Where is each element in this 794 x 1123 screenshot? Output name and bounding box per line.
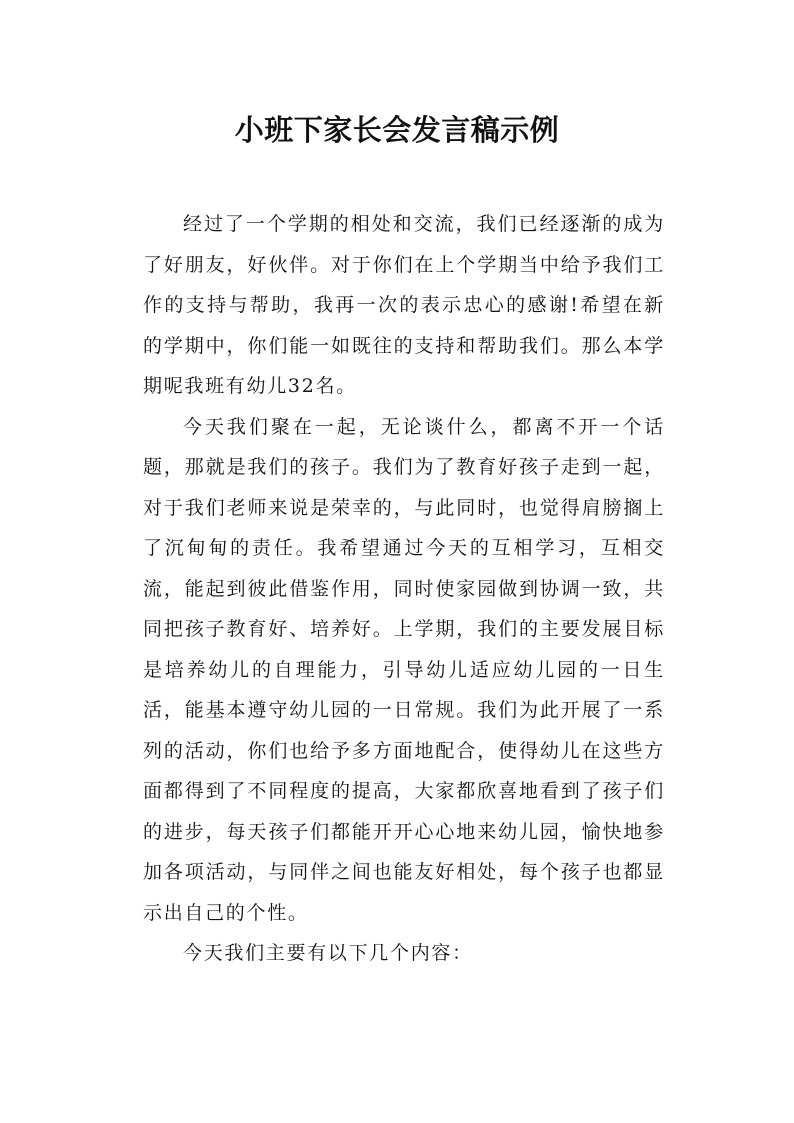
document-title: 小班下家长会发言稿示例 <box>234 113 560 147</box>
paragraph-3: 今天我们主要有以下几个内容： <box>183 942 473 964</box>
document-body <box>143 204 665 974</box>
paragraph-1: 经过了一个学期的相处和交流，我们已经逐渐的成为了好朋友，好伙伴。对于你们在上个学期当中给予我们工作的支持与帮助，我再一次的表示忠心的感谢!希望在新的学期中，你们能一如既往的支持和帮助我们。那么本学期呢我班有幼儿32名。 <box>143 213 665 397</box>
paragraph-2: 今天我们聚在一起，无论谈什么，都离不开一个话题，那就是我们的孩子。我们为了教育好孩子走到一起，对于我们老师来说是荣幸的，与此同时，也觉得肩膀搁上了沉甸甸的责任。我希望通过今天的互相学习，互相交流，能起到彼此借鉴作用，同时使家园做到协调一致，共同把孩子教育好、培养好。上学期，我们的主要发展目标是培养幼儿的自理能力，引导幼儿适应幼儿园的一日生活，能基本遵守幼儿园的一日常规。我们为此开展了一系列的活动，你们也给予多方面地配合，使得幼儿在这些方面都得到了不同程度的提高，大家都欣喜地看到了孩子们的进步，每天孩子们都能开开心心地来幼儿园，愉快地参加各项活动，与同伴之间也能友好相处，每个孩子也都显示出自己的个性。 <box>143 415 665 924</box>
